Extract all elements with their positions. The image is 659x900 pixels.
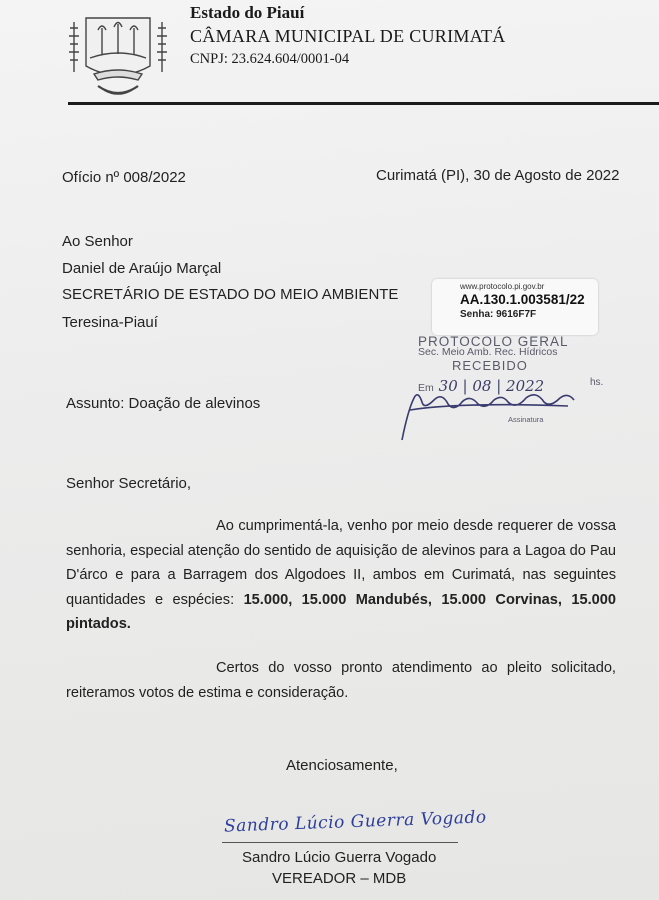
signature-line: [222, 842, 458, 843]
stamp-date-prefix: Em: [418, 382, 434, 394]
recipient-city: Teresina-Piauí: [62, 314, 158, 331]
stamp-hours-suffix: hs.: [590, 377, 604, 388]
recipient-salutation: Ao Senhor: [62, 233, 133, 250]
municipal-coat-of-arms-icon: [64, 10, 172, 98]
stamp-status: RECEBIDO: [452, 358, 528, 373]
letter-place-date: Curimatá (PI), 30 de Agosto de 2022: [376, 167, 620, 184]
body-paragraph-1: [66, 514, 616, 637]
protocol-password: Senha: 9616F7F: [460, 309, 537, 320]
stamp-signature-caption: Assinatura: [508, 415, 544, 424]
stamp-handwritten-date: 30 | 08 | 2022: [438, 377, 545, 395]
letter-subject: Assunto: Doação de alevinos: [66, 395, 261, 412]
signer-name: Sandro Lúcio Guerra Vogado: [242, 849, 437, 866]
body-paragraph-2-text: Certos do vosso pronto atendimento ao pleito solicitado, reiteramos votos de estima e consideração.: [66, 660, 616, 701]
body-paragraph-2: [66, 656, 616, 705]
recipient-position: SECRETÁRIO DE ESTADO DO MEIO AMBIENTE: [62, 286, 399, 303]
recipient-name: Daniel de Araújo Marçal: [62, 260, 222, 277]
protocol-code: AA.130.1.003581/22: [460, 292, 585, 307]
stamp-title: PROTOCOLO GERAL: [418, 334, 569, 349]
stamp-signature-icon: [398, 380, 588, 444]
body-paragraph-1-quantities: 15.000, 15.000 Mandubés, 15.000 Corvinas, 15.000 pintados.: [66, 591, 616, 632]
protocol-url: www.protocolo.pi.gov.br: [460, 282, 545, 291]
letterhead: [190, 2, 506, 70]
protocol-sticker: [432, 279, 598, 335]
letter-greeting: Senhor Secretário,: [66, 475, 192, 492]
signer-role: VEREADOR – MDB: [272, 870, 407, 887]
header-divider: [68, 102, 659, 105]
letterhead-state: Estado do Piauí: [190, 3, 305, 22]
signer-handwritten-signature: Sandro Lúcio Guerra Vogado: [223, 807, 487, 837]
body-paragraph-1-text: Ao cumprimentá-la, venho por meio desde requerer de vossa senhoria, especial atenção do sentido de aquisição de alevinos para a Lagoa do Pau D'árco e para a Barragem dos Algodoes II, ambos em Curimatá, nas seguintes quantidades e espécies:: [66, 518, 616, 608]
letter-number: Ofício nº 008/2022: [62, 169, 186, 186]
letter-closing: Atenciosamente,: [286, 757, 398, 774]
stamp-department: Sec. Meio Amb. Rec. Hídricos: [418, 346, 558, 358]
letterhead-chamber: CÂMARA MUNICIPAL DE CURIMATÁ: [190, 26, 506, 46]
letterhead-cnpj: CNPJ: 23.624.604/0001-04: [190, 51, 350, 67]
